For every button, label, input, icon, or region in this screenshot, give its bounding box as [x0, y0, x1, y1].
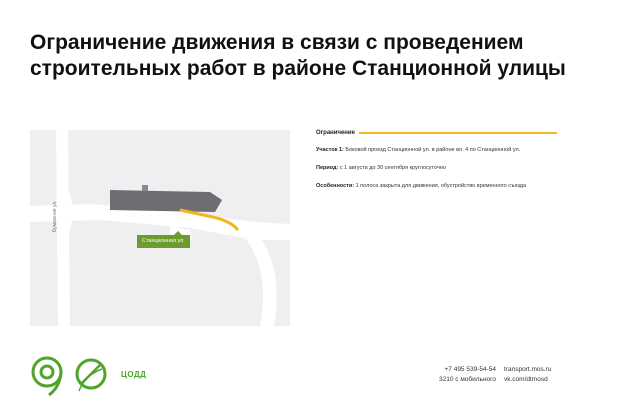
street-callout: Станционная ул. — [137, 235, 190, 248]
period-paragraph — [316, 164, 556, 172]
codd-logo-icon — [77, 360, 105, 391]
section-text: Боковой проезд Станционной ул. в районе вл. 4 по Станционной ул. — [345, 147, 521, 153]
features-paragraph — [316, 182, 556, 190]
vertical-street-label: Бумажная ул. — [52, 200, 58, 232]
page-title: Ограничение движения в связи с проведением строительных работ в районе Станционной улицы — [30, 31, 566, 80]
legend-line — [359, 132, 557, 134]
website-link[interactable]: transport.mos.ru — [504, 366, 552, 373]
map-graphic — [30, 130, 290, 326]
codd-brand: ЦОДД — [121, 370, 147, 379]
building — [110, 190, 222, 212]
legend — [316, 130, 576, 136]
section-paragraph — [316, 146, 556, 154]
phone-number: +7 495 539-54-54 — [444, 366, 496, 373]
features-label: Особенности: — [316, 183, 355, 189]
contacts — [412, 365, 496, 385]
social-link[interactable]: vk.com/dtmosd — [504, 376, 548, 383]
info-panel — [316, 130, 576, 190]
map — [30, 130, 290, 326]
period-text: с 1 августа до 30 сентября круглосуточно — [339, 165, 446, 171]
legend-label: Ограничение — [316, 130, 355, 136]
links — [504, 365, 551, 385]
short-number: 3210 с мобильного — [439, 376, 496, 383]
footer-logos — [30, 355, 120, 402]
section-label: Участок 1: — [316, 147, 344, 153]
features-text: 1 полоса закрыта для движения, обустройство временного съезда — [355, 183, 527, 189]
moscow-transport-logo-icon — [33, 358, 61, 395]
period-label: Период: — [316, 165, 339, 171]
